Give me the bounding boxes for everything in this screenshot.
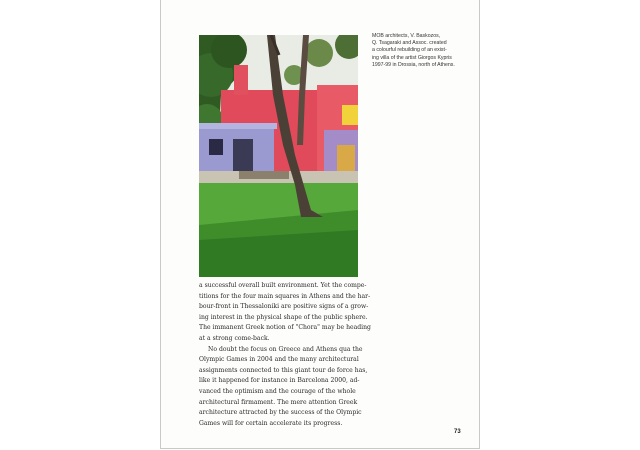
text-line: architecture attracted by the success of the Olympic	[199, 409, 362, 417]
text-line: at a strong come-back.	[199, 334, 270, 342]
text-line: Games will for certain accelerate its progress.	[199, 419, 343, 427]
text-line: a successful overall built environment. Yet the compe-	[199, 282, 367, 289]
caption-line: 1997-99 in Drossia, north of Athens.	[372, 61, 455, 68]
text-line: titions for the four main squares in Athens and the har-	[199, 292, 371, 300]
caption-line: ing villa of the artist Giorgos Kypris	[372, 54, 452, 61]
text-line: ing interest in the physical shape of the public sphere.	[199, 313, 368, 321]
villa-photo	[199, 35, 358, 277]
caption-line: a colourful rebuilding of an exist-	[372, 47, 447, 54]
text-line: architectural firmament. The mere attention Greek	[199, 398, 358, 406]
photo-caption	[372, 33, 468, 69]
text-line: No doubt the focus on Greece and Athens qua the	[208, 345, 363, 353]
body-text	[199, 281, 371, 429]
caption-line: Q. Tsagaraki and Assoc. created	[372, 40, 447, 47]
caption-line: MOB architects, V. Baskozos,	[372, 33, 441, 39]
text-line: bour-front in Thessaloniki are positive signs of a grow-	[199, 303, 369, 311]
page-number: 73	[454, 429, 461, 435]
text-line: vanced the optimism and the courage of the whole	[199, 387, 356, 395]
book-page	[160, 0, 480, 449]
text-line: The immanent Greek notion of "Chora" may be heading	[199, 324, 371, 332]
text-line: Olympic Games in 2004 and the many architectural	[199, 356, 359, 364]
text-line: like it happened for instance in Barcelona 2000, ad-	[199, 377, 360, 385]
text-line: assignments connected to this giant tour de force has,	[199, 366, 368, 374]
